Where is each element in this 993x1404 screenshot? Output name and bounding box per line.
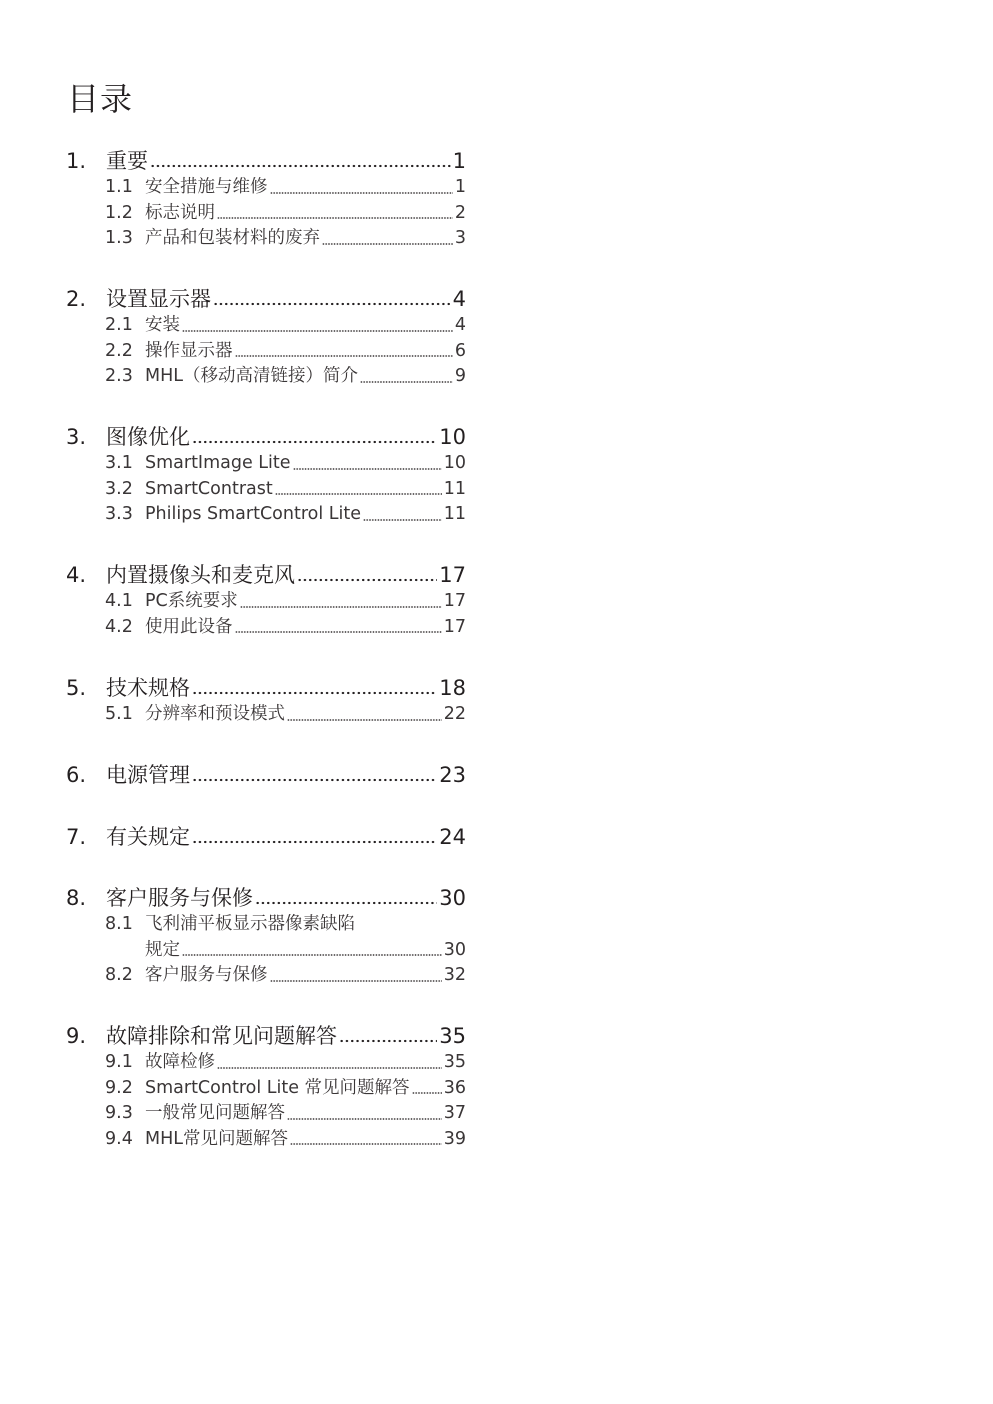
subsection-number: 1.2 [105, 202, 133, 223]
dot-leader [412, 1091, 442, 1095]
dot-leader [217, 216, 453, 220]
dot-leader [182, 953, 442, 957]
subsection-number: 9.3 [105, 1103, 133, 1123]
subsection-number: 5.1 [105, 704, 133, 724]
page-number: 32 [443, 965, 466, 985]
dot-leader [192, 777, 437, 783]
toc-entry-3-3[interactable] [66, 502, 466, 528]
dot-leader [322, 242, 453, 246]
dot-leader [192, 439, 437, 445]
subsection-title: 客户服务与保修 [145, 965, 268, 985]
page-number: 4 [454, 315, 466, 335]
toc-entry-2[interactable] [66, 286, 466, 313]
subsection-title: 使用此设备 [145, 616, 233, 637]
dot-leader [270, 191, 453, 195]
section-title: 图像优化 [106, 425, 190, 449]
dot-leader [287, 718, 442, 722]
toc-section-2 [66, 286, 466, 390]
section-title: 设置显示器 [106, 287, 211, 311]
subsection-number: 9.4 [105, 1128, 133, 1149]
subsection-number: 3.3 [105, 504, 133, 524]
dot-leader [235, 630, 442, 634]
toc-entry-8-2[interactable] [66, 963, 466, 989]
toc-entry-9-2[interactable] [66, 1076, 466, 1102]
subsection-number: 1.3 [105, 228, 133, 248]
toc-entry-9-3[interactable] [66, 1101, 466, 1127]
dot-leader [363, 518, 442, 522]
dot-leader [297, 577, 437, 583]
page-number: 17 [443, 616, 466, 637]
page-number: 6 [454, 340, 466, 361]
subsection-title: Philips SmartControl Lite [145, 504, 362, 524]
section-number: 4. [66, 563, 87, 587]
section-number: 2. [66, 287, 87, 311]
toc-entry-1-3[interactable] [66, 226, 466, 252]
page-number: 1 [452, 149, 466, 173]
subsection-number: 3.1 [105, 453, 133, 473]
page-number: 17 [443, 591, 466, 611]
section-title: 有关规定 [106, 825, 190, 849]
page-number: 18 [439, 676, 466, 700]
dot-leader [213, 301, 451, 307]
page-number: 22 [443, 704, 466, 724]
page-number: 17 [439, 563, 466, 587]
page-number: 24 [439, 825, 466, 849]
subsection-number: 3.2 [105, 478, 133, 499]
toc-entry-2-1[interactable] [66, 313, 466, 339]
subsection-number: 8.1 [105, 914, 133, 934]
subsection-title: PC系统要求 [145, 591, 238, 611]
subsection-number: 2.2 [105, 340, 133, 361]
dot-leader [287, 1117, 442, 1121]
toc-entry-1-1[interactable] [66, 175, 466, 201]
toc-entry-5[interactable] [66, 675, 466, 702]
subsection-second-line [66, 938, 466, 964]
page-number: 36 [443, 1077, 466, 1098]
section-number: 7. [66, 825, 87, 849]
toc-entry-3[interactable] [66, 424, 466, 451]
subsection-number: 4.2 [105, 616, 133, 637]
page-number: 30 [439, 886, 466, 910]
toc-entry-2-2[interactable] [66, 339, 466, 365]
subsection-title: 操作显示器 [145, 340, 233, 361]
toc-section-3 [66, 424, 466, 528]
subsection-title: SmartImage Lite [145, 453, 291, 473]
page-number: 30 [443, 939, 466, 960]
dot-leader [293, 467, 442, 471]
toc-entry-9[interactable] [66, 1023, 466, 1050]
subsection-number: 1.1 [105, 177, 133, 197]
subsection-title: 飞利浦平板显示器像素缺陷 [145, 914, 355, 934]
page-number: 4 [452, 287, 466, 311]
toc-entry-4[interactable] [66, 562, 466, 589]
toc-entry-8[interactable] [66, 885, 466, 912]
toc-section-1 [66, 148, 466, 252]
toc-entry-5-1[interactable] [66, 702, 466, 728]
toc-section-4 [66, 562, 466, 640]
subsection-number: 2.1 [105, 315, 133, 335]
page-number: 11 [443, 504, 466, 524]
page-number: 35 [443, 1052, 466, 1072]
section-title: 电源管理 [106, 763, 190, 787]
subsection-title: 分辨率和预设模式 [145, 704, 285, 724]
section-title: 客户服务与保修 [106, 886, 253, 910]
toc-entry-3-1[interactable] [66, 451, 466, 477]
toc-entry-9-1[interactable] [66, 1050, 466, 1076]
dot-leader [217, 1066, 442, 1070]
section-number: 5. [66, 676, 87, 700]
page-number: 35 [439, 1024, 466, 1048]
subsection-number: 8.2 [105, 965, 133, 985]
page-number: 10 [439, 425, 466, 449]
subsection-title: 故障检修 [145, 1052, 215, 1072]
toc-entry-6[interactable] [66, 762, 466, 789]
subsection-title: 安装 [145, 315, 180, 335]
toc-entry-1[interactable] [66, 148, 466, 175]
subsection-number: 9.1 [105, 1052, 133, 1072]
dot-leader [339, 1038, 437, 1044]
page-number: 23 [439, 763, 466, 787]
toc-section-6 [66, 762, 466, 789]
section-number: 6. [66, 763, 87, 787]
page-number: 37 [443, 1103, 466, 1123]
section-number: 1. [66, 149, 87, 173]
page-number: 1 [454, 177, 466, 197]
page-number: 10 [443, 453, 466, 473]
subsection-title: SmartControl Lite 常见问题解答 [145, 1077, 410, 1098]
toc-entry-2-3[interactable] [66, 364, 466, 390]
subsection-title-continued: 规定 [145, 939, 180, 960]
toc-entry-4-1[interactable] [66, 589, 466, 615]
subsection-number: 9.2 [105, 1077, 133, 1098]
page-title: 目录 [67, 80, 134, 118]
page-number: 11 [443, 478, 466, 499]
subsection-number: 4.1 [105, 591, 133, 611]
subsection-title: 产品和包装材料的废弃 [145, 228, 320, 248]
section-title: 内置摄像头和麦克风 [106, 563, 295, 587]
dot-leader [360, 380, 453, 384]
toc-entry-4-2[interactable] [66, 615, 466, 641]
toc-entry-3-2[interactable] [66, 477, 466, 503]
section-title: 技术规格 [106, 676, 190, 700]
subsection-title: SmartContrast [145, 478, 273, 499]
dot-leader [235, 354, 453, 358]
toc-section-7 [66, 824, 466, 851]
page-number: 39 [443, 1128, 466, 1149]
dot-leader [240, 605, 442, 609]
subsection-title: 安全措施与维修 [145, 177, 268, 197]
toc-entry-9-4[interactable] [66, 1127, 466, 1153]
toc-entry-8-1[interactable] [66, 912, 466, 963]
section-number: 3. [66, 425, 87, 449]
subsection-title: 标志说明 [145, 202, 215, 223]
subsection-title: MHL（移动高清链接）简介 [145, 366, 359, 386]
dot-leader [290, 1142, 442, 1146]
page-number: 9 [454, 366, 466, 386]
page-number: 3 [454, 228, 466, 248]
section-title: 故障排除和常见问题解答 [106, 1024, 337, 1048]
toc-section-5 [66, 675, 466, 728]
toc-entry-7[interactable] [66, 824, 466, 851]
toc-entry-1-2[interactable] [66, 201, 466, 227]
section-number: 8. [66, 886, 87, 910]
dot-leader [270, 979, 442, 983]
subsection-first-line [66, 912, 466, 938]
section-number: 9. [66, 1024, 87, 1048]
dot-leader [255, 900, 437, 906]
dot-leader [192, 690, 437, 696]
toc-section-8 [66, 885, 466, 989]
subsection-number: 2.3 [105, 366, 133, 386]
subsection-title: 一般常见问题解答 [145, 1103, 285, 1123]
dot-leader [275, 492, 442, 496]
dot-leader [182, 329, 453, 333]
subsection-title: MHL常见问题解答 [145, 1128, 289, 1149]
dot-leader [192, 839, 437, 845]
page-number: 2 [454, 202, 466, 223]
section-title: 重要 [106, 149, 148, 173]
toc-section-9 [66, 1023, 466, 1152]
dot-leader [150, 163, 451, 169]
